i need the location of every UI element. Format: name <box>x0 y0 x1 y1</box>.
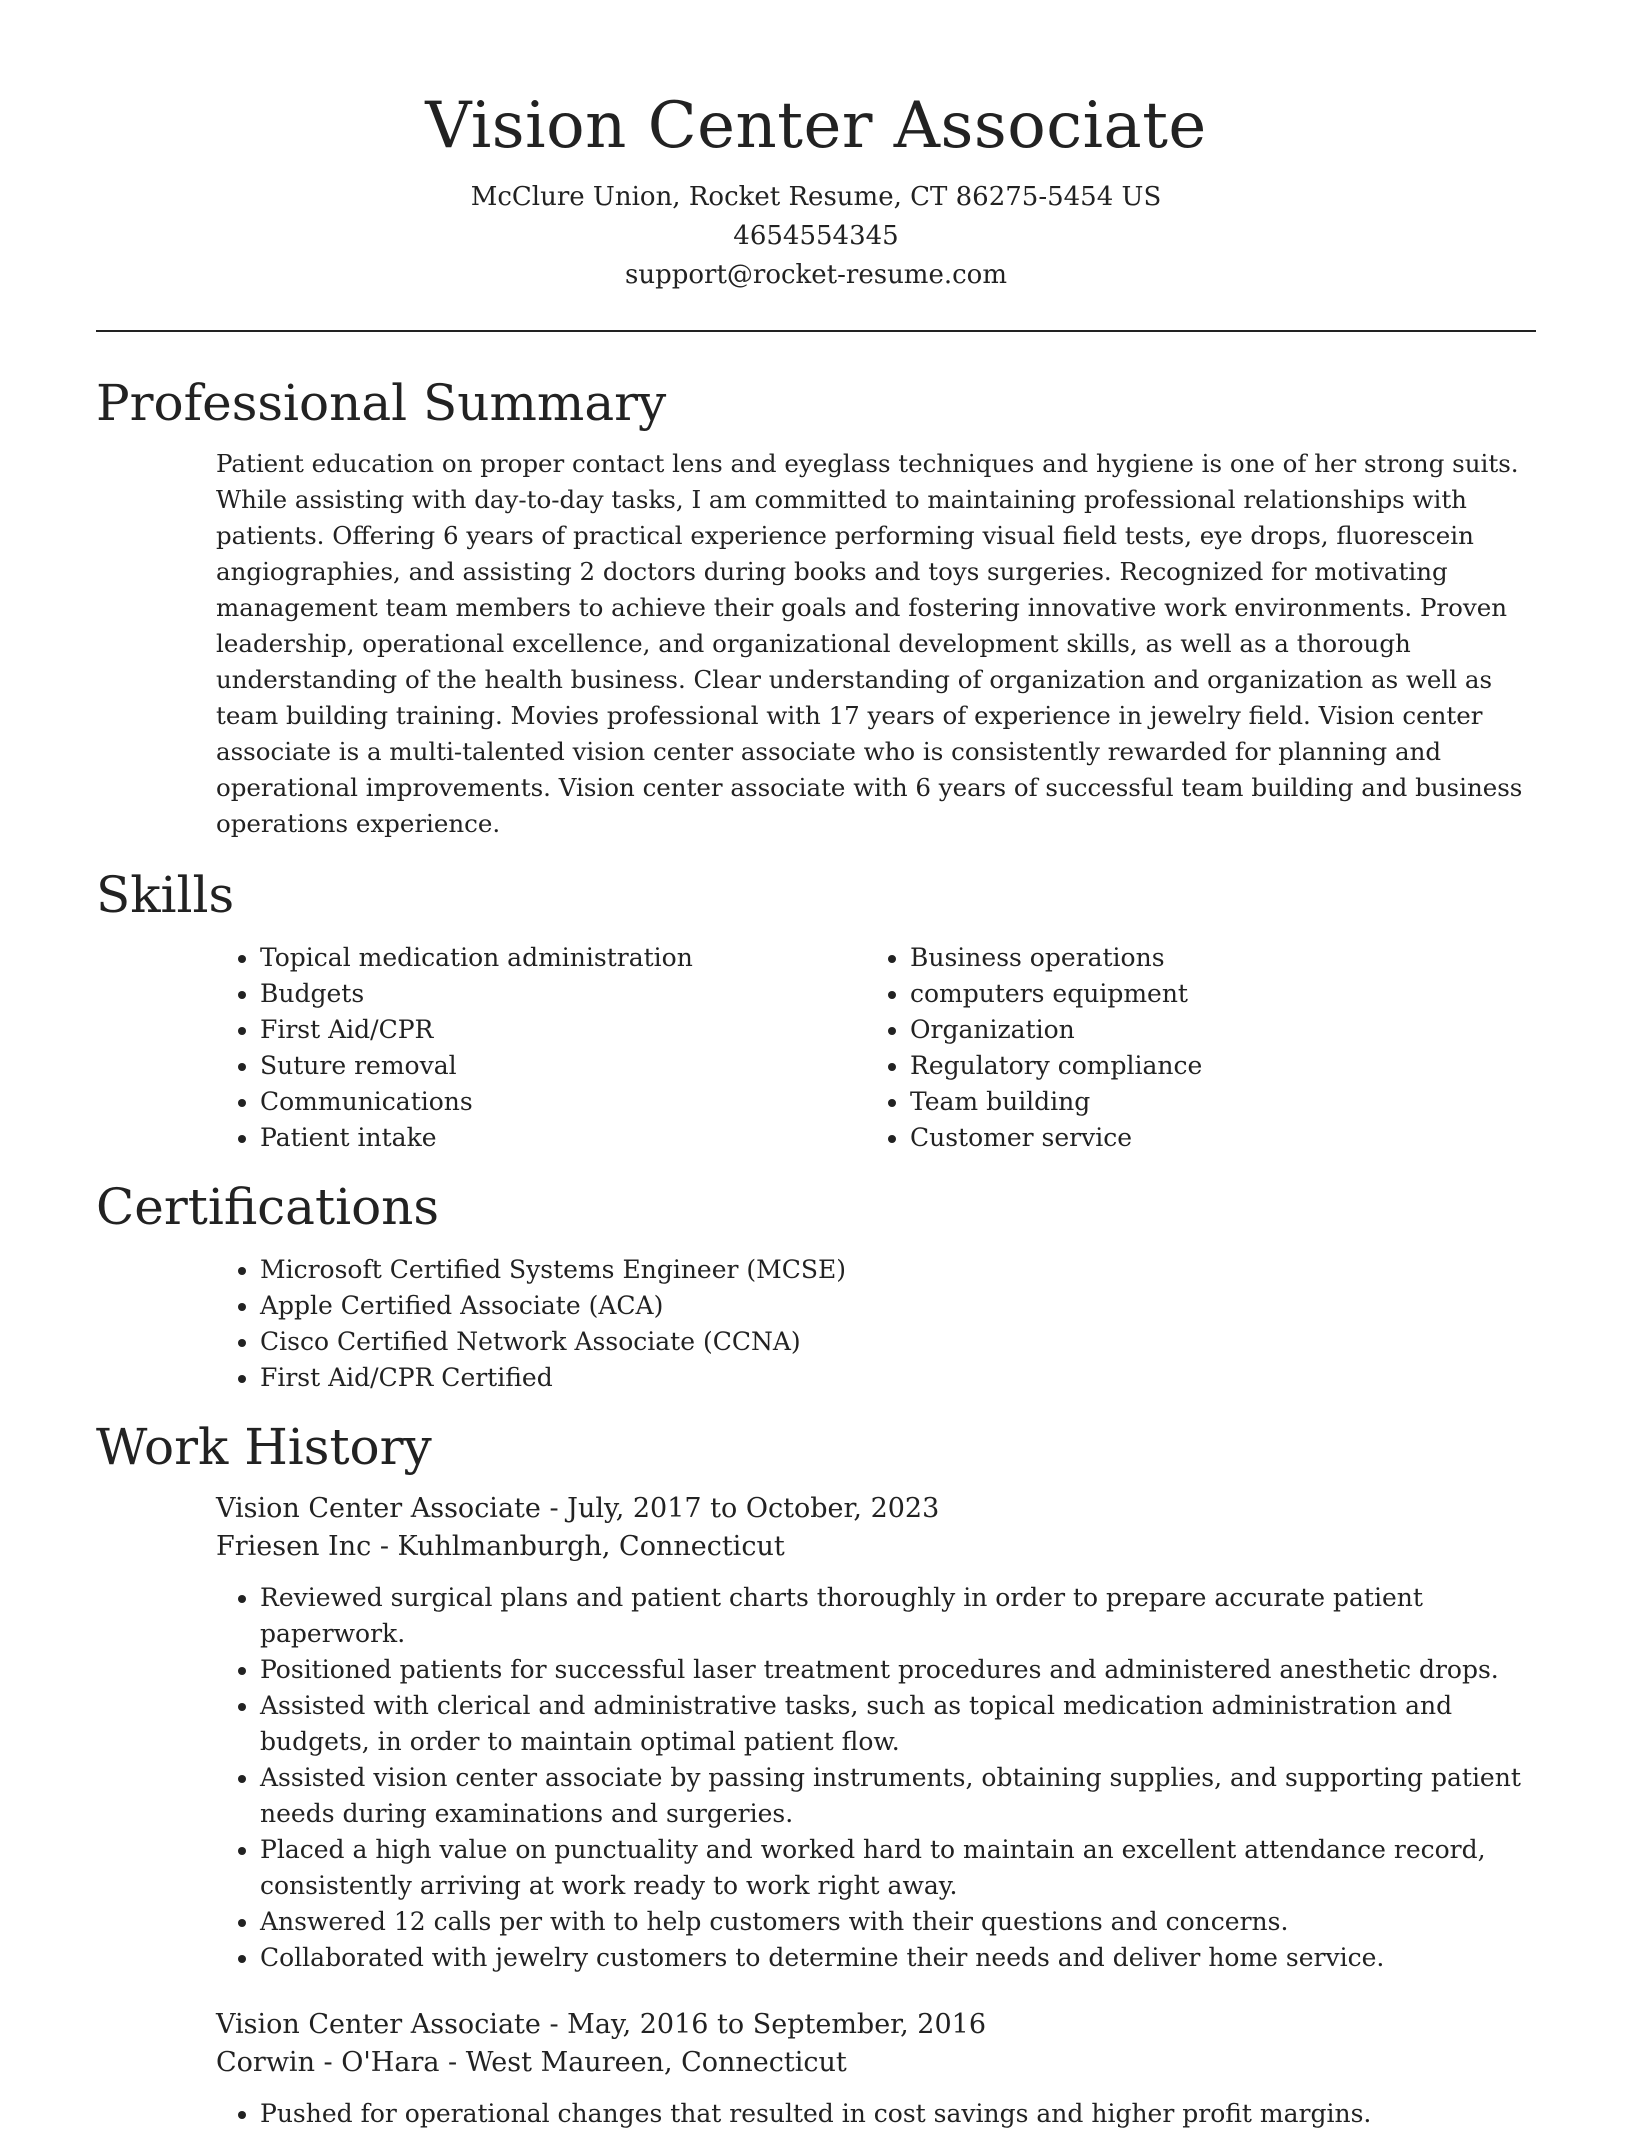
phone-text: 4654554345 <box>733 221 899 251</box>
skill-item: • Communications <box>260 1084 866 1120</box>
separator: - <box>540 1493 568 1524</box>
job-entry <box>216 2006 1536 2132</box>
separator: - <box>371 1531 398 1562</box>
summary-text: Patient education on proper contact lens and eyeglass techniques and hygiene is one of her strong suits. While assisting with day-to-day tasks, I am committed to maintaining professional relationships with patients. Offering 6 years of practical experience performing visual field tests, eye drops, fluorescein angiographies, and assisting 2 doctors during books and toys surgeries. Recognized for motivating management team members to achieve their goals and fostering innovative work environments. Proven leadership, operational excellence, and organizational development skills, as well as a thorough understanding of the health business. Clear understanding of organization and organization as well as team building training. Movies professional with 17 years of experience in jewelry field. Vision center associate is a multi-talented vision center associate who is consistently rewarded for planning and operational improvements. Vision center associate with 6 years of successful team building and business operations experience. <box>216 449 1523 838</box>
job-bullet: • Placed a high value on punctuality and worked hard to maintain an excellent attendance record, consistently arriving at work ready to work right away. <box>260 1832 1536 1904</box>
job-dates: May, 2016 to September, 2016 <box>567 2009 987 2040</box>
job-bullet: • Reviewed surgical plans and patient charts thoroughly in order to prepare accurate patient paperwork. <box>260 1580 1536 1652</box>
skill-item: • computers equipment <box>910 976 1516 1012</box>
job-bullets <box>216 1580 1536 1976</box>
job-company-line <box>216 2044 1536 2082</box>
job-bullet: • Pushed for operational changes that resulted in cost savings and higher profit margins. <box>260 2096 1536 2132</box>
certifications-heading: Certifications <box>96 1178 440 1236</box>
job-company-line <box>216 1528 1536 1566</box>
summary-section <box>96 372 1536 842</box>
certification-item: • Apple Certified Associate (ACA) <box>260 1288 1536 1324</box>
skill-item: • Regulatory compliance <box>910 1048 1516 1084</box>
skill-item: • Customer service <box>910 1120 1516 1156</box>
contact-info <box>96 178 1536 295</box>
job-title-line <box>216 1490 1536 1528</box>
job-bullet: • Answered 12 calls per with to help customers with their questions and concerns. <box>260 1904 1536 1940</box>
certification-item: • First Aid/CPR Certified <box>260 1360 1536 1396</box>
job-company: Corwin - O'Hara <box>216 2047 440 2078</box>
skills-right-column <box>866 940 1516 1156</box>
skill-item: • Budgets <box>260 976 866 1012</box>
skills-columns <box>216 940 1536 1156</box>
skill-item: • Team building <box>910 1084 1516 1120</box>
skill-item: • First Aid/CPR <box>260 1012 866 1048</box>
email-text: support@rocket-resume.com <box>624 260 1007 290</box>
certifications-section <box>96 1176 1536 1396</box>
skill-item: • Suture removal <box>260 1048 866 1084</box>
header-divider <box>96 330 1536 332</box>
job-location: Kuhlmanburgh, Connecticut <box>397 1531 785 1562</box>
job-entry <box>216 1490 1536 1976</box>
certification-item: • Cisco Certified Network Associate (CCNA) <box>260 1324 1536 1360</box>
job-title-line <box>216 2006 1536 2044</box>
separator: - <box>540 2009 568 2040</box>
certification-item: • Microsoft Certified Systems Engineer (MCSE) <box>260 1252 1536 1288</box>
skill-item: • Business operations <box>910 940 1516 976</box>
skills-section <box>96 864 1536 1156</box>
job-location: West Maureen, Connecticut <box>465 2047 847 2078</box>
resume-page <box>96 0 1536 2132</box>
job-bullets <box>216 2096 1536 2132</box>
job-company: Friesen Inc <box>216 1531 372 1562</box>
skills-heading: Skills <box>96 866 235 924</box>
skills-left-column <box>216 940 866 1156</box>
job-bullet: • Positioned patients for successful laser treatment procedures and administered anesthetic drops. <box>260 1652 1536 1688</box>
job-title: Vision Center Associate <box>216 2009 541 2040</box>
candidate-name: Vision Center Associate <box>425 89 1207 163</box>
separator: - <box>439 2047 466 2078</box>
resume-header <box>96 0 1536 295</box>
work-history-section <box>96 1416 1536 2132</box>
job-bullet: • Assisted with clerical and administrative tasks, such as topical medication administration and budgets, in order to maintain optimal patient flow. <box>260 1688 1536 1760</box>
job-bullet: • Assisted vision center associate by passing instruments, obtaining supplies, and supporting patient needs during examinations and surgeries. <box>260 1760 1536 1832</box>
summary-heading: Professional Summary <box>96 374 667 432</box>
certifications-body <box>216 1252 1536 1396</box>
skill-item: • Topical medication administration <box>260 940 866 976</box>
work-history-heading: Work History <box>96 1418 432 1476</box>
job-dates: July, 2017 to October, 2023 <box>567 1493 940 1524</box>
job-bullet: • Collaborated with jewelry customers to determine their needs and deliver home service. <box>260 1940 1536 1976</box>
skill-item: • Organization <box>910 1012 1516 1048</box>
address-text: McClure Union, Rocket Resume, CT 86275-5454 US <box>470 182 1162 212</box>
skill-item: • Patient intake <box>260 1120 866 1156</box>
job-title: Vision Center Associate <box>216 1493 541 1524</box>
summary-body <box>216 434 1536 842</box>
